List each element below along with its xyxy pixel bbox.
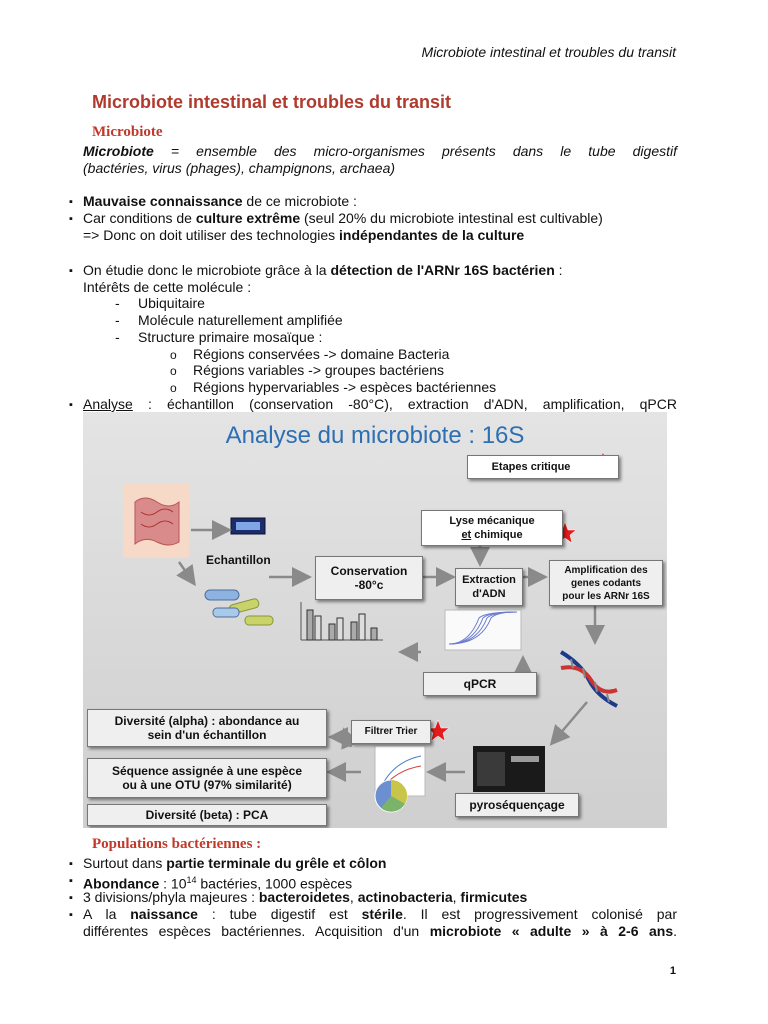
interet-mosaique: Structure primaire mosaïque :: [138, 329, 323, 345]
bullet-marker: ▪: [69, 909, 73, 921]
circle-marker: o: [170, 364, 177, 378]
amplification-line-1: Amplification des: [564, 564, 648, 576]
running-header: Microbiote intestinal et troubles du transit: [421, 44, 676, 60]
text: .: [673, 923, 677, 939]
text: On étudie donc le microbiote grâce à la: [83, 262, 331, 278]
circle-marker: o: [170, 348, 177, 362]
filtrer-trier-box: Filtrer Trier: [351, 720, 431, 744]
bullet-naissance-line-2: [83, 923, 677, 940]
interets-label: Intérêts de cette molécule :: [83, 279, 252, 295]
definition-text: = ensemble des micro-organismes présents dans le tube digestif: [153, 143, 677, 159]
separator: ,: [452, 889, 461, 905]
bacteria-icon: [205, 590, 273, 625]
bold-text: naissance: [130, 906, 198, 922]
region-variables: Régions variables -> groupes bactériens: [193, 362, 444, 378]
diversite-beta-box: Diversité (beta) : PCA: [87, 804, 327, 826]
pyrosequencage-box: pyroséquençage: [455, 793, 579, 817]
interet-amplifiee: Molécule naturellement amplifiée: [138, 312, 343, 328]
exponent: 14: [186, 875, 197, 885]
sequence-assignee-box: [87, 758, 327, 798]
text: Surtout dans: [83, 855, 167, 871]
amplification-line-3: pour les ARNr 16S: [562, 590, 650, 602]
bold-text: indépendantes de la culture: [339, 227, 525, 243]
region-conservees: Régions conservées -> domaine Bacteria: [193, 346, 450, 362]
bold-text: actinobacteria: [357, 889, 453, 905]
definition-line-2: (bactéries, virus (phages), champignons, archaea): [83, 160, 396, 176]
lyse-line-1: Lyse mécanique: [449, 515, 535, 527]
legend-label: Etapes critique: [491, 461, 571, 473]
text: : tube digestif est: [197, 906, 362, 922]
amplification-box: [549, 560, 663, 606]
extraction-line-2: d'ADN: [472, 588, 506, 600]
circle-marker: o: [170, 381, 177, 395]
bullet-marker: ▪: [69, 892, 73, 904]
bullet-culture: [83, 210, 603, 227]
conservation-box: [315, 556, 423, 600]
analysis-diagram: [83, 412, 667, 828]
text: . Il est progressivement colonisé par: [402, 906, 677, 922]
text: :: [554, 262, 563, 278]
definition-line-1: [83, 143, 677, 160]
conservation-line-1: Conservation: [330, 564, 408, 578]
bullet-marker: ▪: [69, 213, 73, 225]
dash-marker: -: [115, 329, 120, 345]
extraction-box: [455, 568, 523, 606]
region-hypervariables: Régions hypervariables -> espèces bactériennes: [193, 379, 497, 395]
extraction-line-1: Extraction: [462, 574, 516, 586]
text: de ce microbiote :: [242, 193, 357, 209]
bullet-arnr-16s: [83, 262, 563, 279]
definition-term: Microbiote: [83, 143, 154, 159]
amplification-line-2: genes codants: [570, 577, 642, 589]
diversite-alpha-line-2: sein d'un échantillon: [147, 728, 267, 742]
text: (seul 20% du microbiote intestinal est cultivable): [300, 210, 603, 226]
text: A la: [83, 906, 131, 922]
bullet-marker: ▪: [69, 858, 73, 870]
bold-text: Abondance: [83, 875, 160, 892]
diversite-alpha-box: [87, 709, 327, 747]
text: => Donc on doit utiliser des technologies: [83, 227, 340, 243]
text: : échantillon (conservation -80°C), extraction d'ADN, amplification, qPCR: [132, 396, 677, 412]
analyse-line: [83, 396, 677, 413]
bold-text: firmicutes: [460, 889, 528, 905]
analysis-chart-icon: [375, 746, 425, 812]
bullet-marker: ▪: [69, 875, 73, 887]
bullet-marker: ▪: [69, 399, 73, 411]
bullet-culture-line-2: [83, 227, 524, 244]
text: différentes espèces bactériennes. Acquisition d'un: [83, 923, 430, 939]
bold-text: microbiote « adulte » à 2-6 ans: [429, 923, 674, 939]
sequence-line-1: Séquence assignée à une espèce: [111, 764, 303, 778]
qpcr-curves-icon: [445, 610, 521, 650]
text: Car conditions de: [83, 210, 196, 226]
bold-text: stérile: [361, 906, 403, 922]
bullet-partie-terminale: [83, 855, 386, 872]
sequencer-icon: [473, 746, 545, 792]
lyse-et: et: [461, 529, 472, 541]
section-heading-populations: Populations bactériennes :: [92, 836, 262, 852]
dash-marker: -: [115, 295, 120, 311]
bullet-marker: ▪: [69, 196, 73, 208]
bold-text: bacteroidetes: [258, 889, 350, 905]
dash-marker: -: [115, 312, 120, 328]
text: bactéries, 1000 espèces: [196, 875, 353, 892]
bold-text: Mauvaise connaissance: [83, 193, 243, 209]
qpcr-box: qPCR: [423, 672, 537, 696]
page-title: Microbiote intestinal et troubles du transit: [92, 92, 452, 112]
section-heading-microbiote: Microbiote: [92, 124, 163, 140]
text: : 10: [159, 875, 187, 892]
underlined-text: Analyse: [83, 396, 133, 412]
intestine-icon: [123, 484, 189, 558]
conservation-line-2: -80°c: [354, 578, 384, 592]
echantillon-label: Echantillon: [206, 553, 271, 567]
page-number: 1: [669, 965, 676, 977]
legend-critical-steps: [467, 455, 619, 479]
bullet-naissance: [83, 906, 677, 923]
lyse-chimique: chimique: [471, 529, 523, 541]
separator: ,: [349, 889, 358, 905]
bold-text: culture extrême: [195, 210, 301, 226]
lyse-box: [421, 510, 563, 546]
bar-graph-icon: [301, 602, 383, 640]
interet-ubiquitaire: Ubiquitaire: [138, 295, 205, 311]
diversite-alpha-line-1: Diversité (alpha) : abondance au: [114, 714, 300, 728]
bold-text: détection de l'ARNr 16S bactérien: [330, 262, 555, 278]
sample-tube-icon: [231, 518, 265, 534]
lyse-line-2: [461, 528, 522, 542]
sequence-line-2: ou à une OTU (97% similarité): [122, 778, 292, 792]
bullet-phyla: [83, 889, 527, 906]
dna-helix-icon: [561, 652, 617, 706]
bullet-marker: ▪: [69, 265, 73, 277]
diagram-title: Analyse du microbiote : 16S: [225, 422, 525, 449]
bullet-mauvaise-connaissance: [83, 193, 357, 210]
bold-text: partie terminale du grêle et côlon: [166, 855, 387, 871]
text: 3 divisions/phyla majeures :: [83, 889, 259, 905]
